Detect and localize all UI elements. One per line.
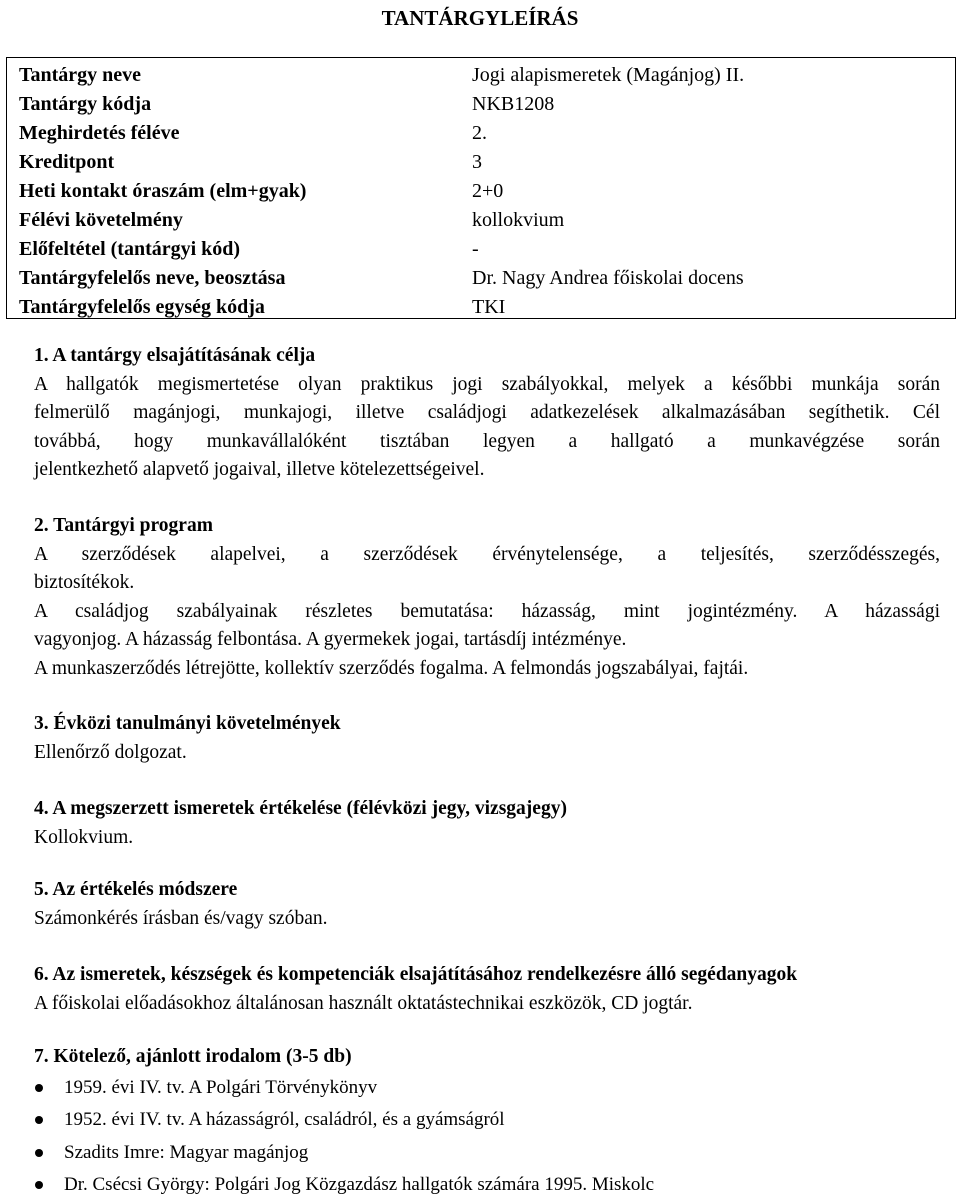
section-text-line: A családjog szabályainak részletes bemutatása: házasság, mint jogintézmény. A házassági xyxy=(34,600,940,622)
info-value: 2. xyxy=(472,122,487,144)
info-value: TKI xyxy=(472,296,506,318)
section-text-line: biztosítékok. xyxy=(34,572,135,593)
section-learning-materials xyxy=(34,961,940,1018)
section-program xyxy=(34,512,940,683)
section-literature xyxy=(34,1043,940,1202)
info-label: Előfeltétel (tantárgyi kód) xyxy=(19,238,241,260)
info-value: Dr. Nagy Andrea főiskolai docens xyxy=(472,267,744,289)
list-item xyxy=(34,1072,940,1105)
bullet-icon xyxy=(35,1181,43,1189)
list-item xyxy=(34,1104,940,1137)
list-item-text: Dr. Csécsi György: Polgári Jog Közgazdász hallgatók számára 1995. Miskolc xyxy=(64,1174,655,1195)
section-title: 2. Tantárgyi program xyxy=(34,515,213,536)
section-text: Számonkérés írásban és/vagy szóban. xyxy=(34,907,328,929)
section-text: Kollokvium. xyxy=(34,826,134,848)
list-item xyxy=(34,1169,940,1202)
list-item xyxy=(34,1137,940,1170)
section-objective xyxy=(34,342,940,485)
info-label: Tantárgyfelelős neve, beosztása xyxy=(19,267,286,289)
bullet-icon xyxy=(35,1084,43,1092)
section-title: 1. A tantárgy elsajátításának célja xyxy=(34,345,316,366)
section-text-line: felmerülő magánjogi, munkajogi, illetve családjogi adatkezelések alkalmazásában segíthetik. Cél xyxy=(34,402,940,423)
info-value: NKB1208 xyxy=(472,93,555,115)
list-item-text: Szadits Imre: Magyar magánjog xyxy=(64,1141,309,1163)
list-item-text: 1952. évi IV. tv. A házasságról, családról, és a gyámságról xyxy=(64,1109,505,1130)
info-label: Tantárgy kódja xyxy=(19,93,152,115)
bullet-icon xyxy=(35,1149,43,1157)
section-title: 4. A megszerzett ismeretek értékelése (félévközi jegy, vizsgajegy) xyxy=(34,798,567,819)
info-label: Tantárgyfelelős egység kódja xyxy=(19,296,265,318)
bullet-icon xyxy=(35,1116,43,1124)
section-text-line: továbbá, hogy munkavállalóként tisztában legyen a hallgató a munkavégzése során xyxy=(34,430,940,452)
info-label: Tantárgy neve xyxy=(19,64,142,86)
info-label: Félévi követelmény xyxy=(19,209,183,231)
info-label: Kreditpont xyxy=(19,151,115,173)
section-title: 3. Évközi tanulmányi követelmények xyxy=(34,713,341,734)
document-title: TANTÁRGYLEÍRÁS xyxy=(381,6,579,30)
section-evaluation-method xyxy=(34,876,940,933)
course-info-table xyxy=(6,57,956,319)
section-text-line: A munkaszerződés létrejötte, kollektív szerződés fogalma. A felmondás jogszabályai, fajtái. xyxy=(34,657,749,679)
section-evaluation xyxy=(34,795,940,852)
info-value: 3 xyxy=(472,151,482,173)
section-text-line: A szerződések alapelvei, a szerződések érvénytelensége, a teljesítés, szerződésszegés, xyxy=(34,543,940,565)
info-value: kollokvium xyxy=(472,209,565,231)
info-value: Jogi alapismeretek (Magánjog) II. xyxy=(472,64,745,86)
section-text-line: vagyonjog. A házasság felbontása. A gyermekek jogai, tartásdíj intézménye. xyxy=(34,629,627,650)
info-label: Meghirdetés féléve xyxy=(19,122,180,144)
literature-list xyxy=(34,1072,940,1202)
section-title: 7. Kötelező, ajánlott irodalom (3-5 db) xyxy=(34,1046,352,1067)
section-text-line: A hallgatók megismertetése olyan praktikus jogi szabályokkal, melyek a későbbi munkája során xyxy=(34,373,940,395)
list-item-text: 1959. évi IV. tv. A Polgári Törvénykönyv xyxy=(64,1076,378,1098)
section-title: 5. Az értékelés módszere xyxy=(34,879,238,900)
info-label: Heti kontakt óraszám (elm+gyak) xyxy=(19,180,307,202)
section-text-line: jelentkezhető alapvető jogaival, illetve kötelezettségeivel. xyxy=(34,459,485,480)
section-text: A főiskolai előadásokhoz általánosan használt oktatástechnikai eszközök, CD jogtár. xyxy=(34,992,693,1014)
section-text: Ellenőrző dolgozat. xyxy=(34,741,187,763)
info-value: 2+0 xyxy=(472,180,504,202)
info-value: - xyxy=(472,238,479,260)
section-title: 6. Az ismeretek, készségek és kompetenciák elsajátításához rendelkezésre álló segédanyagok xyxy=(34,964,798,985)
section-midterm-requirements xyxy=(34,710,940,767)
